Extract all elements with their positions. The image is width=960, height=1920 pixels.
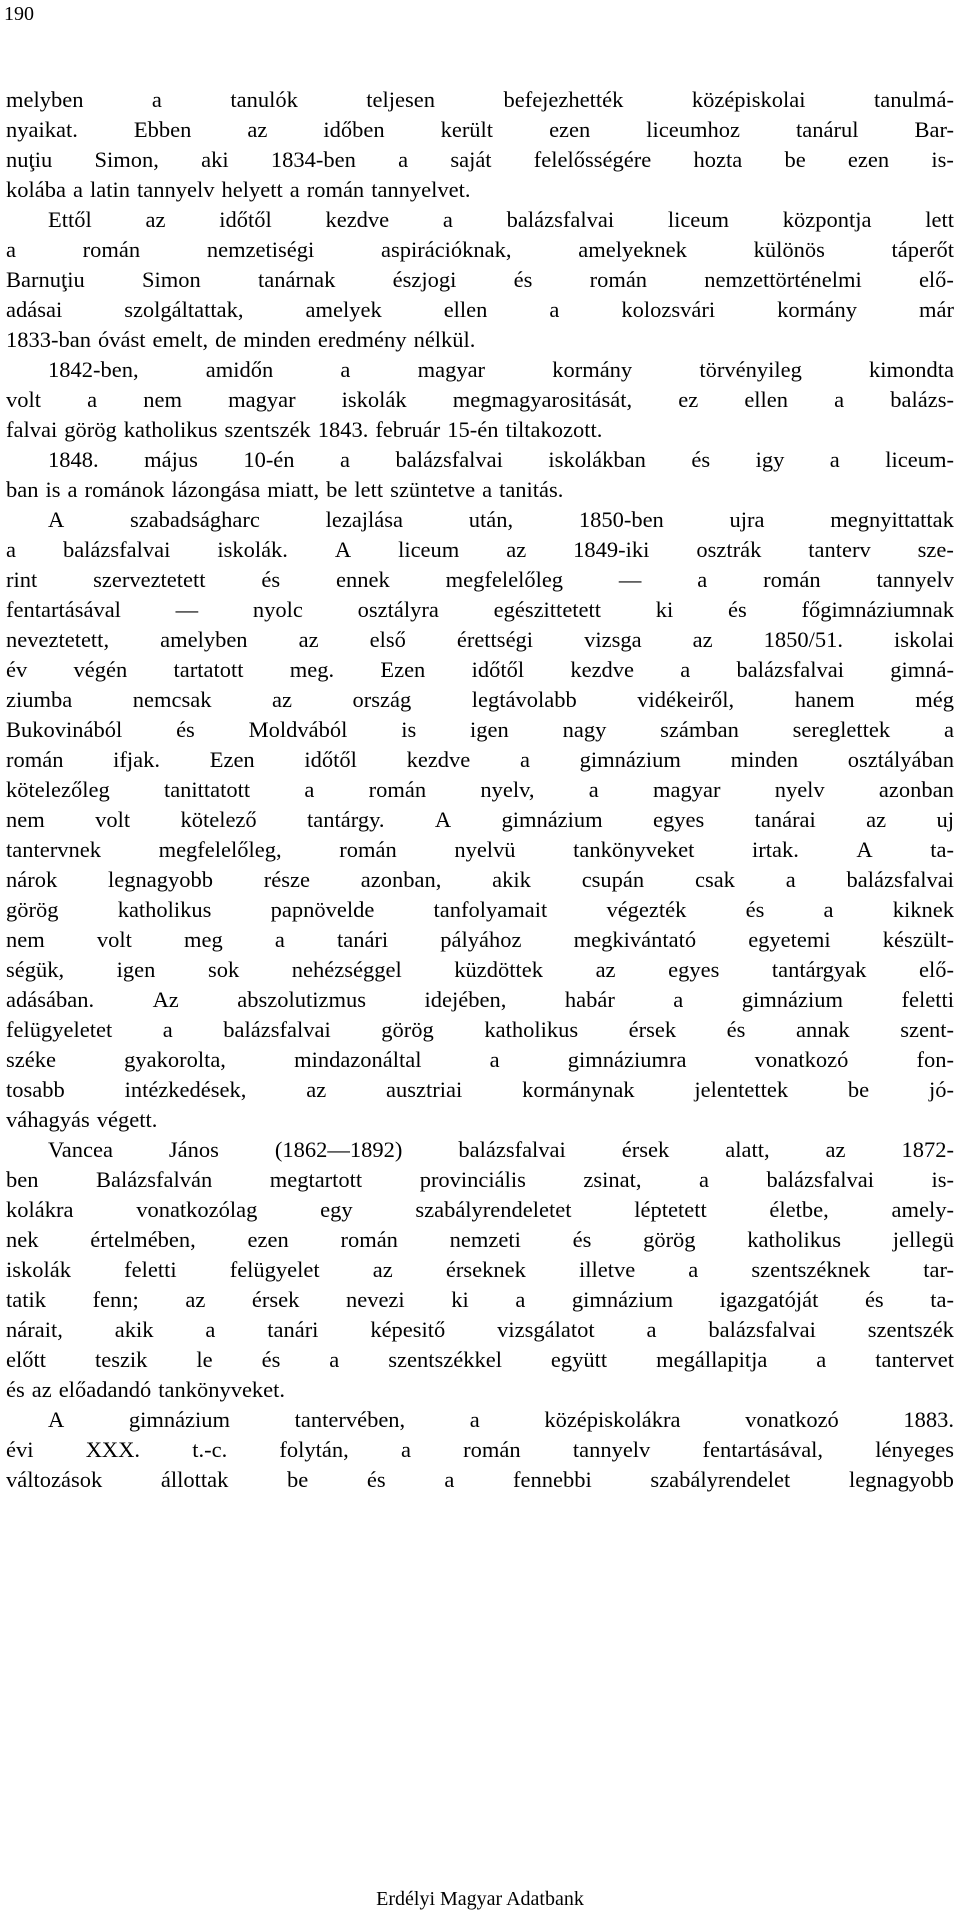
text-line: 1848. május 10-én a balázsfalvai iskolákban és igy a liceum- (48, 447, 954, 472)
text-line: kötelezőleg tanittatott a román nyelv, a magyar nyelv azonban (6, 777, 954, 802)
text-line: nyaikat. Ebben az időben került ezen liceumhoz tanárul Bar- (6, 117, 954, 142)
text-line: ben Balázsfalván megtartott provinciális zsinat, a balázsfalvai is- (6, 1167, 954, 1192)
text-line: váhagyás végett. (6, 1107, 158, 1132)
text-line: változások állottak be és a fennebbi szabályrendelet legnagyobb (6, 1467, 954, 1492)
text-line: ziumba nemcsak az ország legtávolabb vidékeiről, hanem még (6, 687, 954, 712)
page-number: 190 (4, 3, 34, 25)
text-line: Bukovinából és Moldvából is igen nagy számban sereglettek a (6, 717, 954, 742)
text-line: széke gyakorolta, mindazonáltal a gimnáziumra vonatkozó fon- (6, 1047, 954, 1072)
text-line: fentartásával — nyolc osztályra egészittetett ki és főgimnáziumnak (6, 597, 954, 622)
text-line: kolákra vonatkozólag egy szabályrendeletet léptetett életbe, amely- (6, 1197, 954, 1222)
text-line: melyben a tanulók teljesen befejezhették középiskolai tanulmá- (6, 87, 954, 112)
text-line: román ifjak. Ezen időtől kezdve a gimnázium minden osztályában (6, 747, 954, 772)
text-line: tantervnek megfelelőleg, román nyelvü tankönyveket irtak. A ta- (6, 837, 954, 862)
text-line: adásai szolgáltattak, amelyek ellen a kolozsvári kormány már (6, 297, 954, 322)
text-line: előtt teszik le és a szentszékkel együtt megállapitja a tantervet (6, 1347, 954, 1372)
text-line: tosabb intézkedések, az ausztriai kormánynak jelentettek be jó- (6, 1077, 954, 1102)
text-line: neveztetett, amelyben az első érettségi vizsga az 1850/51. iskolai (6, 627, 954, 652)
text-line: A gimnázium tantervében, a középiskolákra vonatkozó 1883. (48, 1407, 954, 1432)
text-line: a román nemzetiségi aspirációknak, amelyeknek különös táperőt (6, 237, 954, 262)
text-line: nek értelmében, ezen román nemzeti és görög katholikus jellegü (6, 1227, 954, 1252)
text-line: nárok legnagyobb része azonban, akik csupán csak a balázsfalvai (6, 867, 954, 892)
text-line: görög katholikus papnövelde tanfolyamait végezték és a kiknek (6, 897, 954, 922)
text-line: rint szerveztetett és ennek megfelelőleg — a román tannyelv (6, 567, 954, 592)
text-line: évi XXX. t.-c. folytán, a román tannyelv fentartásával, lényeges (6, 1437, 954, 1462)
text-line: Vancea János (1862—1892) balázsfalvai érsek alatt, az 1872- (48, 1137, 954, 1162)
text-line: iskolák feletti felügyelet az érseknek illetve a szentszéknek tar- (6, 1257, 954, 1282)
text-line: tatik fenn; az érsek nevezi ki a gimnázium igazgatóját és ta- (6, 1287, 954, 1312)
text-line: kolába a latin tannyelv helyett a román tannyelvet. (6, 177, 471, 202)
text-line: 1842-ben, amidőn a magyar kormány törvényileg kimondta (48, 357, 954, 382)
text-line: volt a nem magyar iskolák megmagyarositását, ez ellen a balázs- (6, 387, 954, 412)
text-line: nem volt meg a tanári pályához megkivántató egyetemi készült- (6, 927, 954, 952)
text-line: A szabadságharc lezajlása után, 1850-ben ujra megnyittattak (48, 507, 954, 532)
text-line: a balázsfalvai iskolák. A liceum az 1849-iki osztrák tanterv sze- (6, 537, 954, 562)
text-line: 1833-ban óvást emelt, de minden eredmény nélkül. (6, 327, 476, 352)
footer-text: Erdélyi Magyar Adatbank (376, 1888, 584, 1910)
text-line: nárait, akik a tanári képesitő vizsgálatot a balázsfalvai szentszék (6, 1317, 954, 1342)
text-line: falvai görög katholikus szentszék 1843. február 15-én tiltakozott. (6, 417, 603, 442)
text-line: év végén tartatott meg. Ezen időtől kezdve a balázsfalvai gimná- (6, 657, 954, 682)
text-line: ban is a románok lázongása miatt, be lett szüntetve a tanitás. (6, 477, 564, 502)
text-line: Ettől az időtől kezdve a balázsfalvai liceum központja lett (48, 207, 954, 232)
text-line: Barnuţiu Simon tanárnak észjogi és román nemzettörténelmi elő- (6, 267, 954, 292)
text-line: ségük, igen sok nehézséggel küzdöttek az egyes tantárgyak elő- (6, 957, 954, 982)
text-line: adásában. Az abszolutizmus idejében, habár a gimnázium feletti (6, 987, 954, 1012)
text-line: nem volt kötelező tantárgy. A gimnázium egyes tanárai az uj (6, 807, 954, 832)
text-line: és az előadandó tankönyveket. (6, 1377, 286, 1402)
text-line: felügyeletet a balázsfalvai görög katholikus érsek és annak szent- (6, 1017, 954, 1042)
text-line: nuţiu Simon, aki 1834-ben a saját felelősségére hozta be ezen is- (6, 147, 954, 172)
body-text (6, 85, 954, 1495)
